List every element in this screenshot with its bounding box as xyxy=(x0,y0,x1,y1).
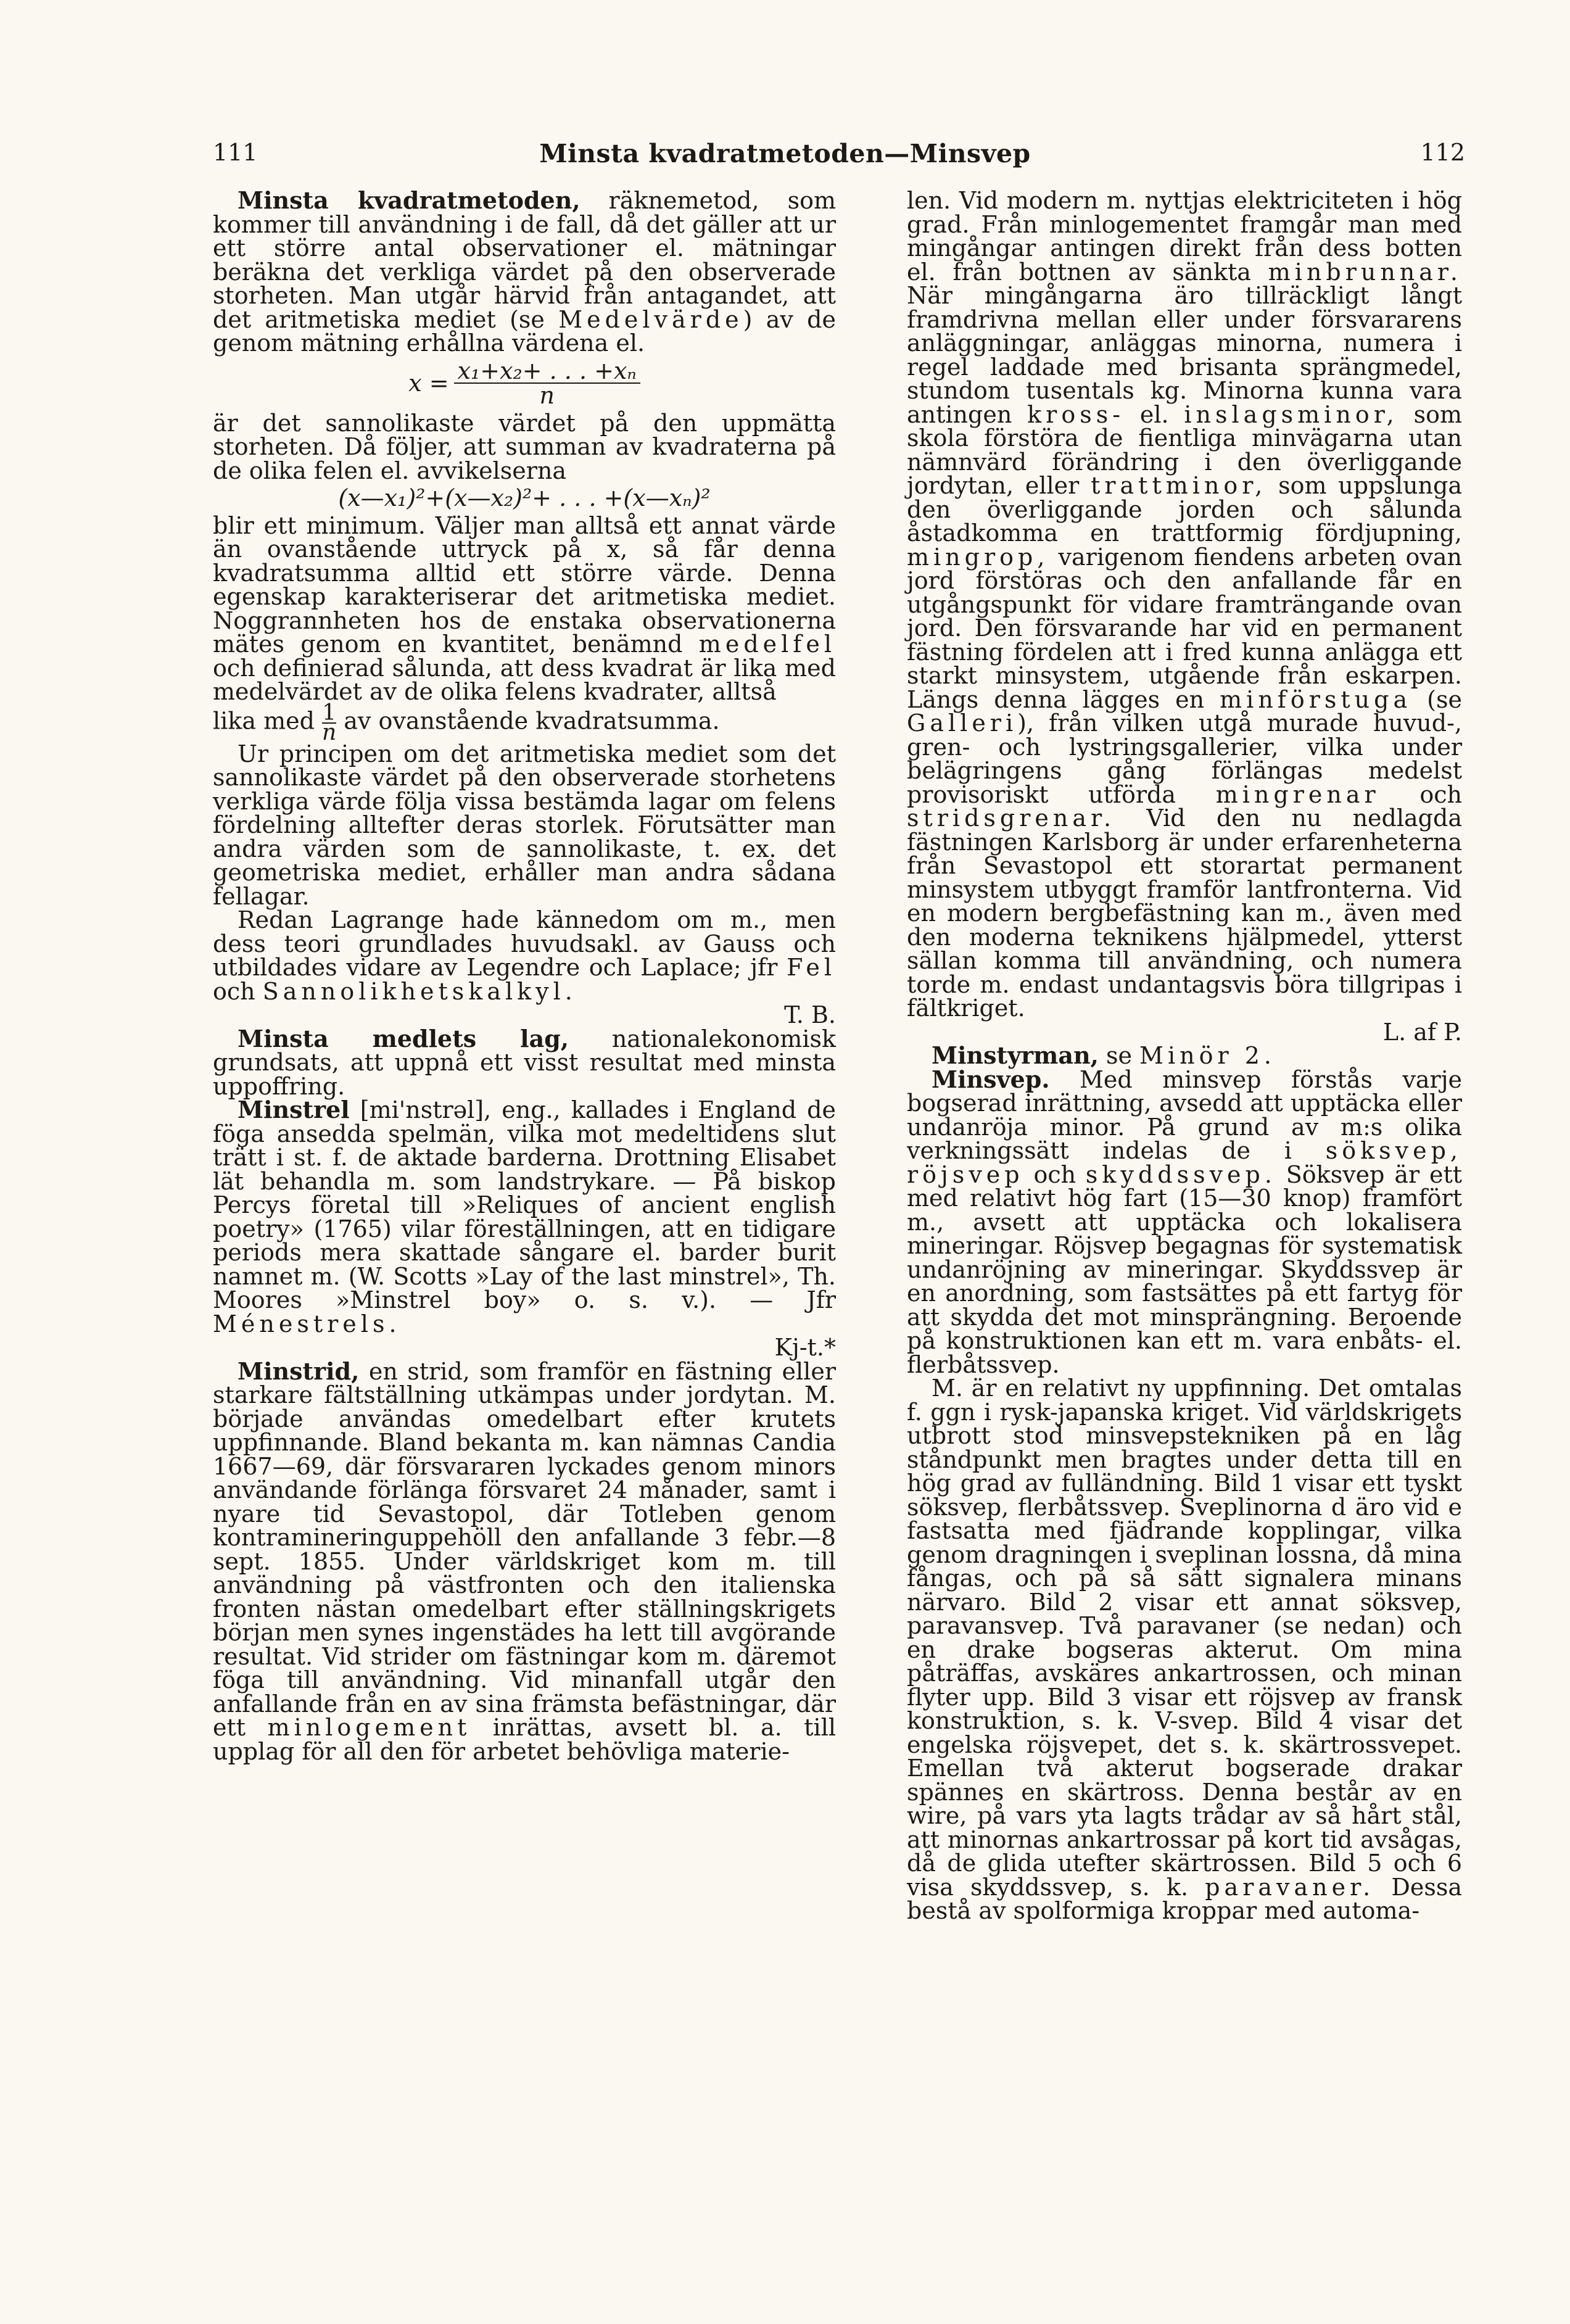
entry-text: Med minsvep förstås varje bogserad inrättning, avsedd att upptäcka eller undanröja minor. På grund av m:s olika verkningssätt indelas de i xyxy=(907,1065,1462,1164)
entry-text: ), från vilken utgå murade huvud-, gren- och lystringsgallerier, vilka under belägringens gång förlängas medelst provisoriskt utförda xyxy=(907,709,1462,808)
entry-text: inrättas, avsett bl. a. till upplag för all den för arbetet behövliga materie- xyxy=(213,1714,836,1765)
entry-text: är det sannolikaste värdet på den uppmätta storheten. Då följer, att summan av kvadraterna på de olika felen el. avvikelserna xyxy=(213,409,836,484)
cross-reference: Sannolikhetskalkyl. xyxy=(262,977,577,1005)
right-column xyxy=(907,189,1462,1923)
entry-text: av ovanstående kvadratsumma. xyxy=(336,707,720,734)
term: inslagsminor, xyxy=(1184,400,1399,428)
term: medelfel xyxy=(698,631,836,658)
entry-text: och xyxy=(213,977,263,1005)
entry-text: och xyxy=(1023,1160,1086,1188)
term: kross- xyxy=(1027,400,1125,428)
formula-sum-squares: (x—x₁)²+(x—x₂)²+ . . . +(x—xₙ)² xyxy=(338,484,711,511)
entry-text: en strid, som framför en fästning eller starkare fältställning utkämpas under jordytan. M. började användas omedelbart efter krutets uppfinnande. Bland bekanta m. kan nämnas Candia 1667—69, där försvararen lyckades genom minors användande förlänga försvaret 24 månader, samt i nyare tid Sevastopol, där Totleben genom kontramineringuppehöll den anfallande 3 febr.—8 sept. 1855. Under världskriget kom m. till användning på västfronten och den italienska fronten nästan omedelbart efter ställningskrigets början men synes ingenstädes ha lett till avgörande resultat. Vid strider om fästningar kom m. däremot föga till användning. Vid minanfall utgår den anfallande från en av sina främsta befästningar, där ett xyxy=(213,1357,836,1741)
headword: Minstyrman, xyxy=(932,1041,1099,1069)
entry-text: M. är en relativt ny uppfinning. Det omtalas f. ggn i rysk-japanska kriget. Vid världskrigets utbrott stod minsvepstekniken på en låg ståndpunkt men bragtes under detta till en hög grad av fulländning. Bild 1 visar ett tyskt söksvep, flerbåtssvep. Sveplinorna d äro vid e fastsatta med fjädrande kopplingar, vilka genom dragningen i sveplinan lossna, då mina fångas, och på så sätt signalera minans närvaro. Bild 2 visar ett annat söksvep, paravansvep. Två paravaner (se nedan) och en drake bogseras akterut. Om mina påträffas, avskäres ankartrossen, och minan flyter upp. Bild 3 visar ett röjsvep av fransk konstruktion, s. k. V-svep. Bild 4 visar det engelska röjsvepet, det s. k. skärtrossvepet. Emellan två akterut bogserade drakar spännes en skärtross. Denna består av en wire, på vars yta lagts trådar av så hårt stål, att minornas ankartrossar på kort tid avsågas, då de glida utefter skärtrossen. Bild 5 och 6 visa skyddssvep, s. k. xyxy=(907,1375,1462,1901)
entry-text xyxy=(213,700,836,745)
entry-minstrid xyxy=(213,1357,836,1765)
formula-mean xyxy=(213,359,836,408)
running-header xyxy=(0,139,1570,182)
fraction-denominator: n xyxy=(322,719,337,745)
entry-text: Söksvep är ett med relativt hög fart (15—30 knop) framfört m., avsett att upptäcka och lokalisera mineringar. Röjsvep begagnas för systematisk undanröjning av mineringar. Skyddssvep är en anordning, som fastsättes på ett fartyg för att skydda det mot minsprängning. Beroende på konstruktionen kan ett m. vara enbåts- el. flerbåtssvep. xyxy=(907,1160,1463,1378)
term: minbrunnar. xyxy=(1268,258,1462,286)
cross-reference: Medelvärde xyxy=(558,305,743,333)
entry-text: (se xyxy=(1411,685,1462,713)
term: skyddssvep. xyxy=(1085,1160,1276,1188)
left-column xyxy=(213,186,837,1765)
entry-minsta-kvadratmetoden xyxy=(213,186,837,357)
entry-text: ) av de genom mätning erhållna värdena el. xyxy=(213,305,836,357)
term: paravaner. xyxy=(1205,1873,1375,1901)
cross-reference: Ménestrels. xyxy=(213,1310,401,1338)
entry-text: el. xyxy=(1125,400,1184,428)
entry-text: len. Vid modern m. nyttjas elektriciteten i hög grad. Från minlogementet framgår man med mingångar antingen direkt från dess botten el. från bottnen av sänkta xyxy=(907,187,1462,286)
entry-text: och definierad sålunda, att dess kvadrat är lika med medelvärdet av de olika felens kvadrater, alltså xyxy=(213,654,836,705)
term: trattminor, xyxy=(1091,472,1267,499)
entry-text: Dessa bestå av spolformiga kroppar med automa- xyxy=(907,1873,1462,1924)
entry-text: varigenom fiendens arbeten ovan jord förstöras och den anfallande får en utgångspunkt för vidare framträngande ovan jord. Den försvarande har vid en permanent fästning fördelen att i fred kunna anlägga ett starkt minsystem, utgående från eskarpen. Längs denna lägges en xyxy=(907,543,1462,713)
term: stridsgrenar. xyxy=(907,804,1116,832)
entry-text xyxy=(213,511,836,705)
headword: Minsta medlets lag, xyxy=(238,1024,569,1052)
running-title: Minsta kvadratmetoden—Minsvep xyxy=(539,139,1031,168)
entry-text: Vid den nu nedlagda fästningen Karlsborg är under erfarenheterna från Sevastopol ett storartat permanent minsystem utbyggt framför lantfronterna. Vid en modern bergbefästning kan m., även med den moderna teknikens hjälpmedel, ytterst sällan komma till användning, och numera torde m. endast undantagsvis böra tillgripas i fältkriget. xyxy=(907,804,1462,1022)
author-signature: L. af P. xyxy=(1382,1018,1462,1046)
headword: Minsta kvadratmetoden, xyxy=(238,186,580,214)
entry-text: som skola förstöra de fientliga minvägarna utan nämnvärd förändring i den överliggande jordytan, eller xyxy=(907,400,1462,499)
author-signature: Kj-t.* xyxy=(774,1334,836,1361)
cross-reference: Fel xyxy=(787,954,836,981)
entry-minsta-medlets-lag xyxy=(213,1024,837,1100)
entry-minstrid-continued xyxy=(907,189,1462,1044)
entry-text: Ur principen om det aritmetiska mediet som det sannolikaste värdet på den observerade storhetens verkliga värde följa vissa bestämda lagar om felens fördelning alltefter deras storlek. Förutsätter man andra värden som de sannolikaste, t. ex. det geometriska mediet, erhåller man andra sådana fellagar. xyxy=(213,740,836,910)
fraction-numerator: 1 xyxy=(322,700,337,726)
author-signature: T. B. xyxy=(784,1001,836,1028)
entry-minstrel xyxy=(213,1098,836,1360)
headword: Minsvep. xyxy=(932,1065,1050,1093)
page-number-left: 111 xyxy=(213,139,258,166)
term: minförstuga xyxy=(1220,685,1412,713)
entry-text: nationalekonomisk grundsats, att uppnå ett visst resultat med minsta uppoffring. xyxy=(213,1025,837,1100)
cross-reference: Galleri xyxy=(907,709,1018,737)
term: mingrenar xyxy=(1215,780,1380,808)
entry-text: Redan Lagrange hade kännedom om m., men dess teori grundlades huvudsakl. av Gauss och utbildades vidare av Legendre och Laplace; jfr xyxy=(213,906,836,981)
entry-text: räknemetod, som kommer till användning i de fall, då det gäller att ur ett större antal observationer el. mätningar beräkna det verkliga värdet på den observerade storheten. Man utgår härvid från antagandet, att det aritmetiska mediet (se xyxy=(213,187,837,333)
formula-fraction xyxy=(454,359,640,408)
formula-lhs: x = xyxy=(408,369,449,397)
entry-text: lika med xyxy=(213,707,322,734)
entry-text: blir ett minimum. Väljer man alltså ett annat värde än ovanstående uttryck på x, så får denna kvadratsumma alltid ett större värde. Denna egenskap karakteriserar det aritmetiska mediet. Noggrannheten hos de enstaka observationerna mätes genom en kvantitet, benämnd xyxy=(213,511,836,658)
headword: Minstrel xyxy=(238,1096,350,1123)
formula-numerator: x₁+x₂+ . . . +xₙ xyxy=(454,359,640,384)
entry-text: [mi'nstrəl], eng., kallades i England de föga ansedda spelmän, vilka mot medeltidens slut trätt i st. f. de aktade barderna. Drottning Elisabet lät behandla m. som landstrykare. — På biskop Percys företal till »Reliques of ancient english poetry» (1765) vilar föreställningen, att en tidigare periods mera skattade sångare el. barder burit namnet m. (W. Scotts »Lay of the last minstrel», Th. Moores »Minstrel boy» o. s. v.). — Jfr xyxy=(213,1096,836,1313)
term: söksvep, röjsvep xyxy=(907,1137,1462,1188)
entry-text xyxy=(213,908,836,1027)
entry-text: och xyxy=(1379,780,1462,808)
entry-text: som uppslunga den överliggande jorden och sålunda åstadkomma en trattformig fördjupning, xyxy=(907,472,1463,547)
inline-fraction xyxy=(322,700,337,745)
entry-minsvep-history xyxy=(907,1376,1462,1923)
cross-reference: Minör 2. xyxy=(1139,1042,1276,1069)
formula-denominator: n xyxy=(539,382,555,409)
entry-minsvep xyxy=(907,1065,1463,1378)
term: mingrop, xyxy=(907,543,1049,571)
headword: Minstrid, xyxy=(238,1357,360,1385)
entry-minstyrman xyxy=(907,1041,1462,1069)
entry-text: När mingångarna äro tillräckligt långt framdrivna mellan eller under försvararens anläggningar, anläggas minorna, numera i regel laddade med brisanta sprängmedel, stundom tusentals kg. Minorna kunna vara antingen xyxy=(907,282,1462,428)
term: minlogement xyxy=(267,1714,471,1741)
entry-text: se xyxy=(1098,1042,1140,1069)
page-number-right: 112 xyxy=(1420,139,1465,166)
